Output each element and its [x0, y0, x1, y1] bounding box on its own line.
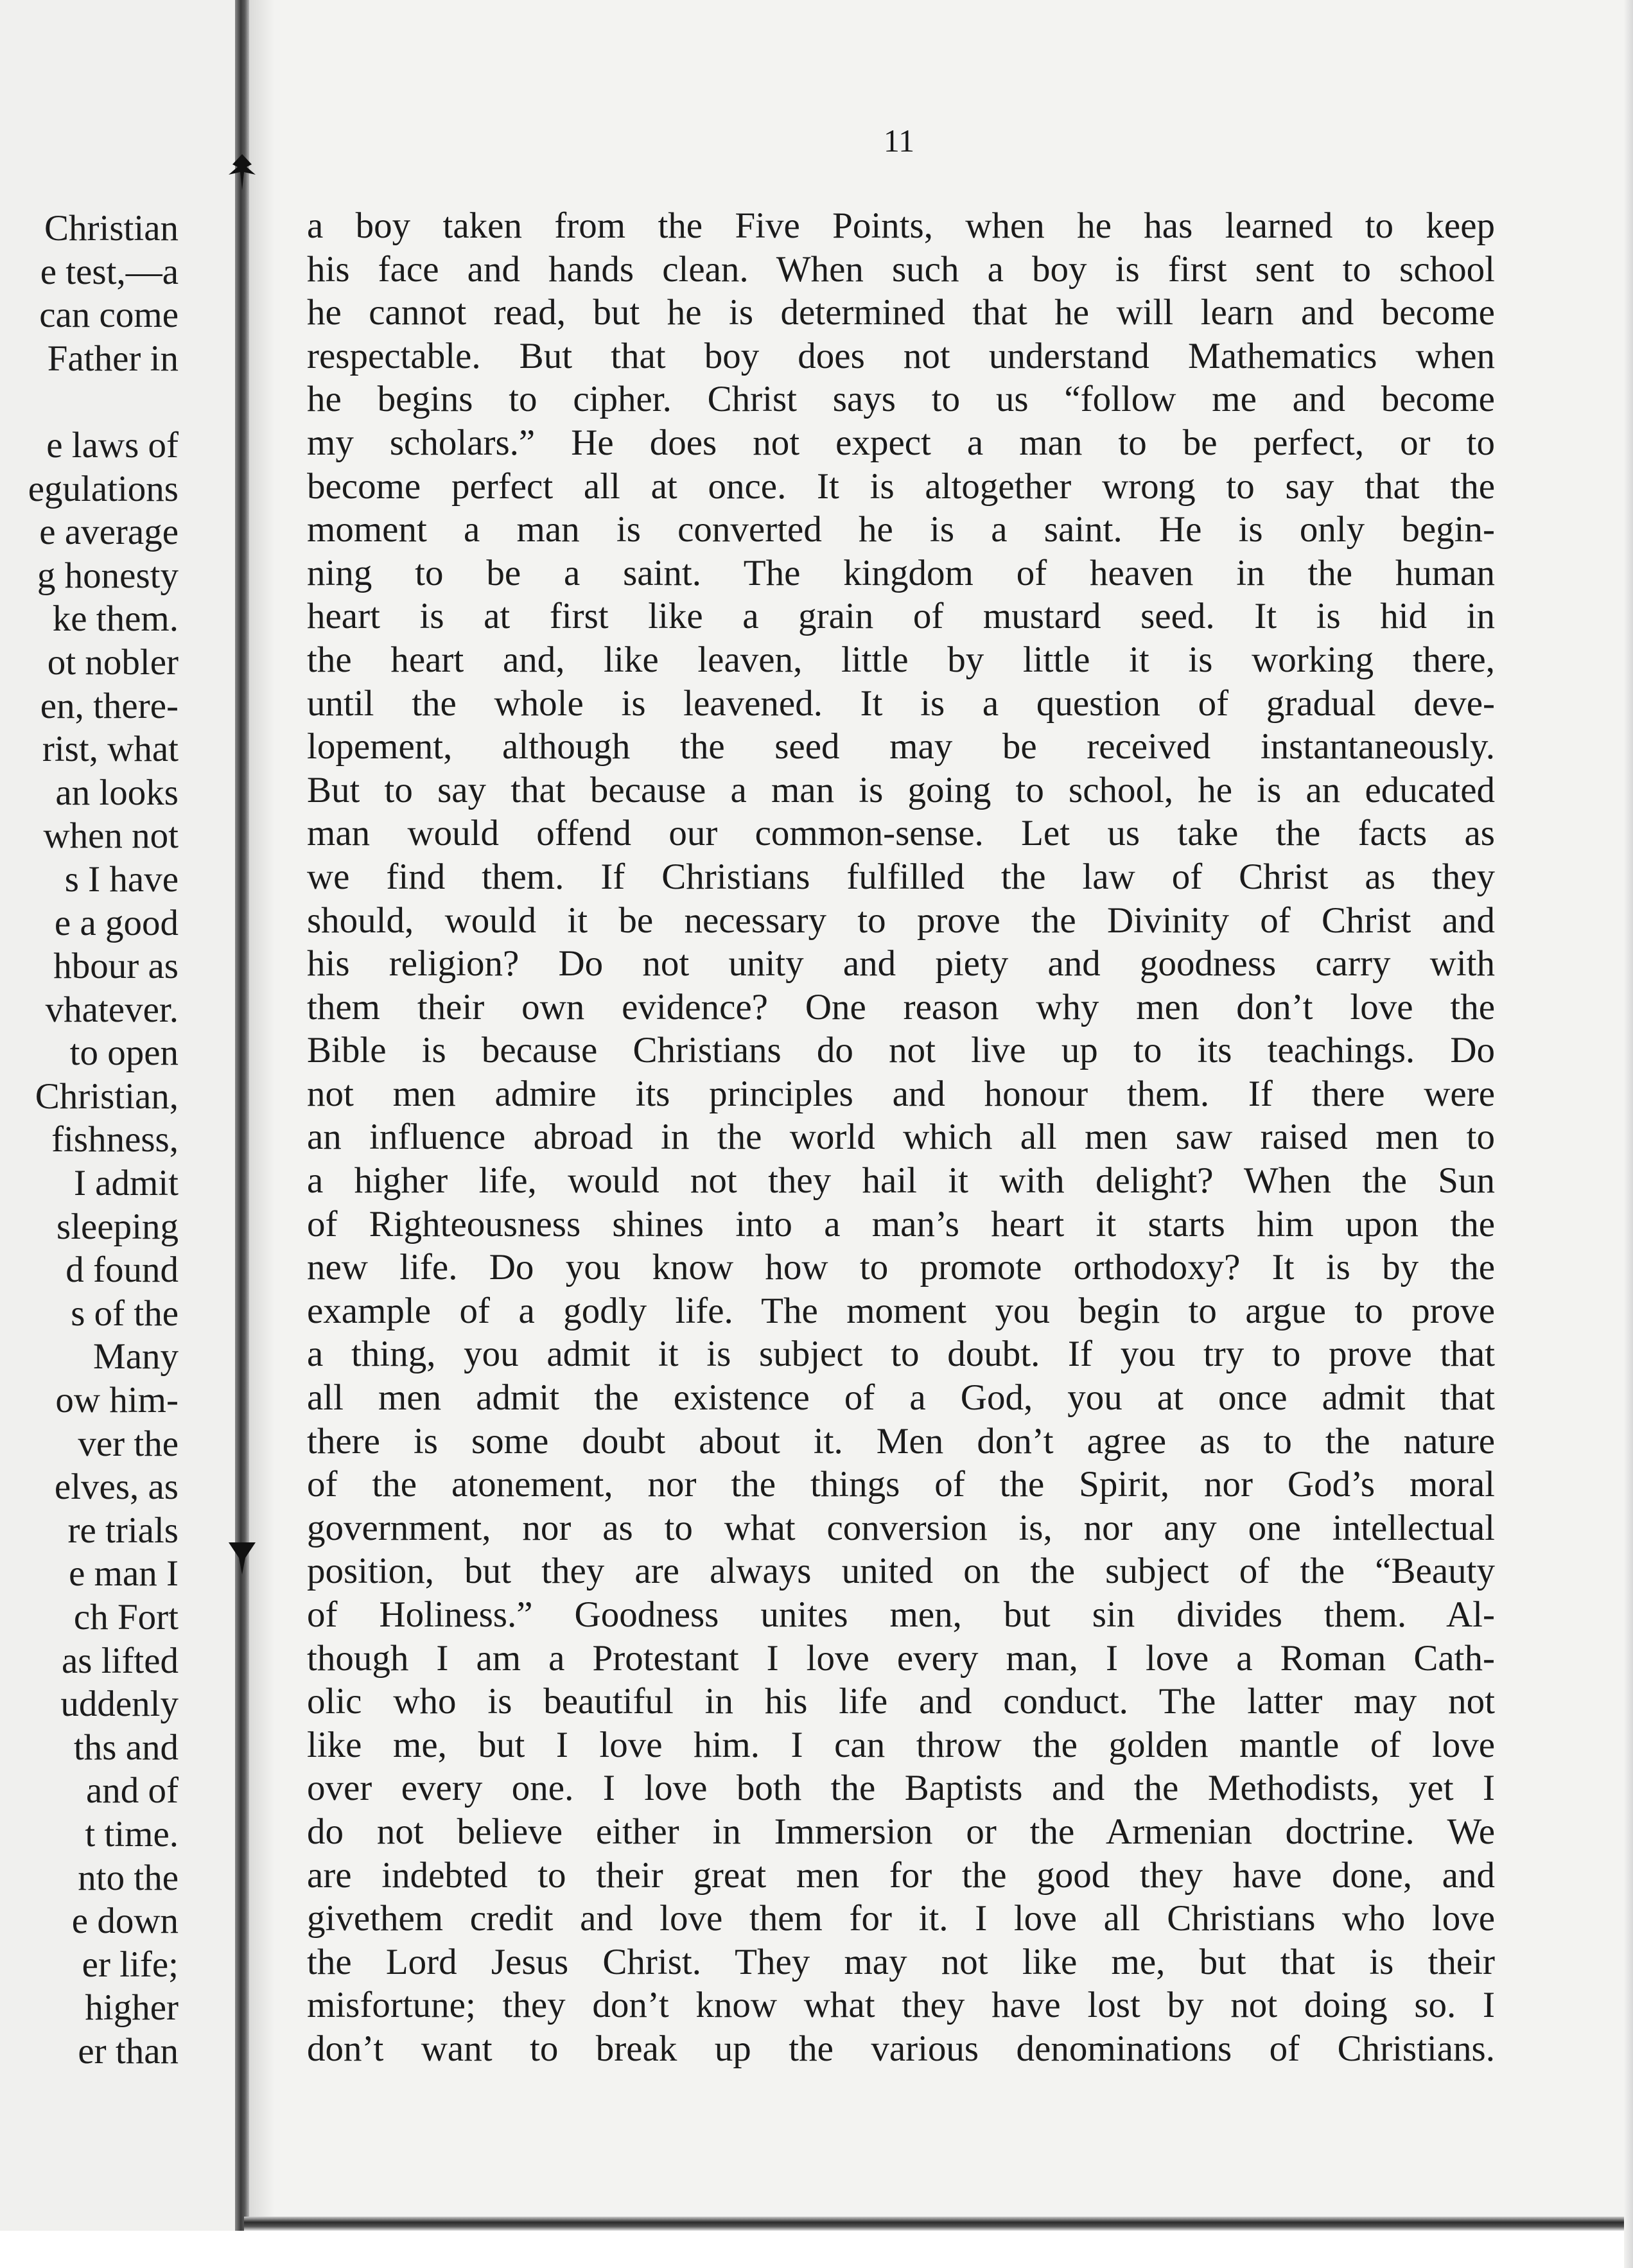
text-line: example of a godly life. The moment you begin to argue to prove — [307, 1290, 1495, 1331]
text-line: misfortune; they don’t know what they have lost by not doing so. I — [307, 1985, 1495, 2026]
text-line: we find them. If Christians fulfilled the law of Christ as they — [307, 856, 1495, 897]
text-line: over every one. I love both the Baptists and the Methodists, yet I — [307, 1768, 1495, 1809]
text-line: do not believe either in Immersion or the Armenian doctrine. We — [307, 1811, 1495, 1852]
book-gutter — [235, 0, 249, 2268]
fragment-line: higher — [85, 1987, 179, 2028]
text-line: new life. Do you know how to promote orthodoxy? It is by the — [307, 1247, 1495, 1288]
fragment-line: e test,—a — [40, 251, 179, 292]
fragment-line: nto the — [78, 1857, 179, 1898]
fragment-line: g honesty — [37, 555, 179, 596]
text-line: an influence abroad in the world which all men saw raised men to — [307, 1117, 1495, 1158]
fragment-line: er than — [78, 2030, 179, 2072]
fragment-line: ke them. — [52, 598, 179, 640]
fragment-line: s of the — [71, 1293, 179, 1334]
fragment-line: ot nobler — [47, 641, 179, 683]
fragment-line: s I have — [64, 859, 179, 900]
fragment-line: to open — [69, 1033, 179, 1074]
fragment-line: uddenly — [60, 1684, 179, 1725]
text-line: are indebted to their great men for the good they have done, and — [307, 1854, 1495, 1896]
fragment-line: and of — [85, 1770, 179, 1811]
text-line: moment a man is converted he is a saint. He is only begin- — [307, 509, 1495, 550]
text-line: them their own evidence? One reason why men don’t love the — [307, 986, 1495, 1027]
fragment-line — [28, 380, 179, 424]
fragment-line: e man I — [69, 1553, 179, 1594]
fragment-line: ths and — [73, 1727, 179, 1768]
page-bottom-edge — [244, 2217, 1633, 2231]
text-line: of Righteousness shines into a man’s heart it starts him upon the — [307, 1203, 1495, 1244]
text-line: of Holiness.” Goodness unites men, but sin divides them. Al- — [307, 1594, 1495, 1635]
text-line: the Lord Jesus Christ. They may not like me, but that is their — [307, 1941, 1495, 1982]
text-line: ning to be a saint. The kingdom of heaven in the human — [307, 552, 1495, 593]
fragment-line: ch Fort — [73, 1597, 179, 1637]
fragment-line: as lifted — [61, 1640, 179, 1681]
text-line: heart is at first like a grain of mustard seed. It is hid in — [307, 596, 1495, 637]
text-line: lopement, although the seed may be received instantaneously. — [307, 726, 1495, 767]
text-line: he cannot read, but he is determined that he will learn and become — [307, 292, 1495, 333]
fragment-line: can come — [39, 295, 179, 336]
previous-page-fragment — [0, 0, 238, 2268]
fragment-line: e down — [71, 1901, 179, 1942]
text-line: Bible is because Christians do not live up to its teachings. Do — [307, 1030, 1495, 1071]
text-line: not men admire its principles and honour them. If there were — [307, 1073, 1495, 1114]
text-line: a boy taken from the Five Points, when he has learned to keep — [307, 205, 1495, 246]
text-line: his face and hands clean. When such a boy is first sent to school — [307, 249, 1495, 290]
fragment-line: e a good — [54, 902, 179, 943]
fragment-line: Christian — [44, 208, 179, 249]
page-body-text — [307, 204, 1495, 2071]
text-line: though I am a Protestant I love every man, I love a Roman Cath- — [307, 1637, 1495, 1679]
fragment-line: Father in — [47, 338, 179, 379]
text-line: a thing, you admit it is subject to doubt. If you try to prove that — [307, 1334, 1495, 1375]
fragment-line: d found — [65, 1250, 179, 1291]
text-line: my scholars.” He does not expect a man to be perfect, or to — [307, 422, 1495, 463]
text-line: of the atonement, nor the things of the Spirit, nor God’s moral — [307, 1464, 1495, 1505]
page-right-edge — [1624, 0, 1633, 2268]
text-line: his religion? Do not unity and piety and goodness carry with — [307, 943, 1495, 984]
fragment-line: egulations — [28, 468, 179, 509]
fragment-line: an looks — [55, 772, 179, 813]
text-line: until the whole is leavened. It is a question of gradual deve- — [307, 683, 1495, 724]
fragment-line: Christian, — [35, 1076, 179, 1117]
text-line: givethem credit and love them for it. I love all Christians who love — [307, 1898, 1495, 1939]
fragment-line: e laws of — [46, 424, 179, 466]
fragment-line: elves, as — [54, 1467, 179, 1508]
text-line: he begins to cipher. Christ says to us “follow me and become — [307, 379, 1495, 420]
text-line: a higher life, would not they hail it with delight? When the Sun — [307, 1160, 1495, 1201]
text-line: all men admit the existence of a God, you at once admit that — [307, 1377, 1495, 1418]
text-line: the heart and, like leaven, little by little it is working there, — [307, 639, 1495, 680]
fragment-line: er life; — [82, 1944, 179, 1985]
gutter-shadow — [249, 0, 275, 2268]
text-line: olic who is beautiful in his life and conduct. The latter may not — [307, 1681, 1495, 1722]
binding-ornament-middle-icon — [226, 1539, 258, 1577]
fragment-line: en, there- — [40, 685, 179, 726]
fragment-line: Many — [93, 1336, 179, 1377]
text-line: But to say that because a man is going to school, he is an educated — [307, 769, 1495, 810]
page-number: 11 — [883, 123, 915, 159]
fragment-line: re trials — [67, 1510, 179, 1551]
text-line: man would offend our common-sense. Let us take the facts as — [307, 813, 1495, 854]
text-line: there is some doubt about it. Men don’t agree as to the nature — [307, 1420, 1495, 1461]
text-line: respectable. But that boy does not understand Mathematics when — [307, 335, 1495, 376]
fragment-line: sleeping — [57, 1206, 179, 1247]
fragment-line: when not — [43, 816, 179, 857]
fragment-line: ow him- — [55, 1380, 179, 1421]
fragment-line: fishness, — [51, 1119, 179, 1160]
text-line: should, would it be necessary to prove the Divinity of Christ and — [307, 900, 1495, 941]
fragment-line: I admit — [73, 1163, 179, 1204]
text-line: like me, but I love him. I can throw the golden mantle of love — [307, 1724, 1495, 1765]
previous-page-text — [28, 207, 179, 2073]
fragment-line: hbour as — [53, 946, 179, 987]
fragment-line: t time. — [85, 1813, 179, 1854]
fragment-line: ver the — [78, 1423, 179, 1464]
text-line: position, but they are always united on the subject of the “Beauty — [307, 1551, 1495, 1592]
text-line: become perfect all at once. It is altogether wrong to say that the — [307, 466, 1495, 507]
fragment-line: e average — [39, 512, 179, 553]
text-line: don’t want to break up the various denominations of Christians. — [307, 2028, 1495, 2069]
text-line: government, nor as to what conversion is, nor any one intellectual — [307, 1507, 1495, 1548]
binding-ornament-top-icon — [226, 153, 258, 191]
fragment-line: vhatever. — [45, 989, 179, 1030]
scan-margin — [0, 2231, 1633, 2268]
fragment-line: rist, what — [42, 729, 179, 770]
